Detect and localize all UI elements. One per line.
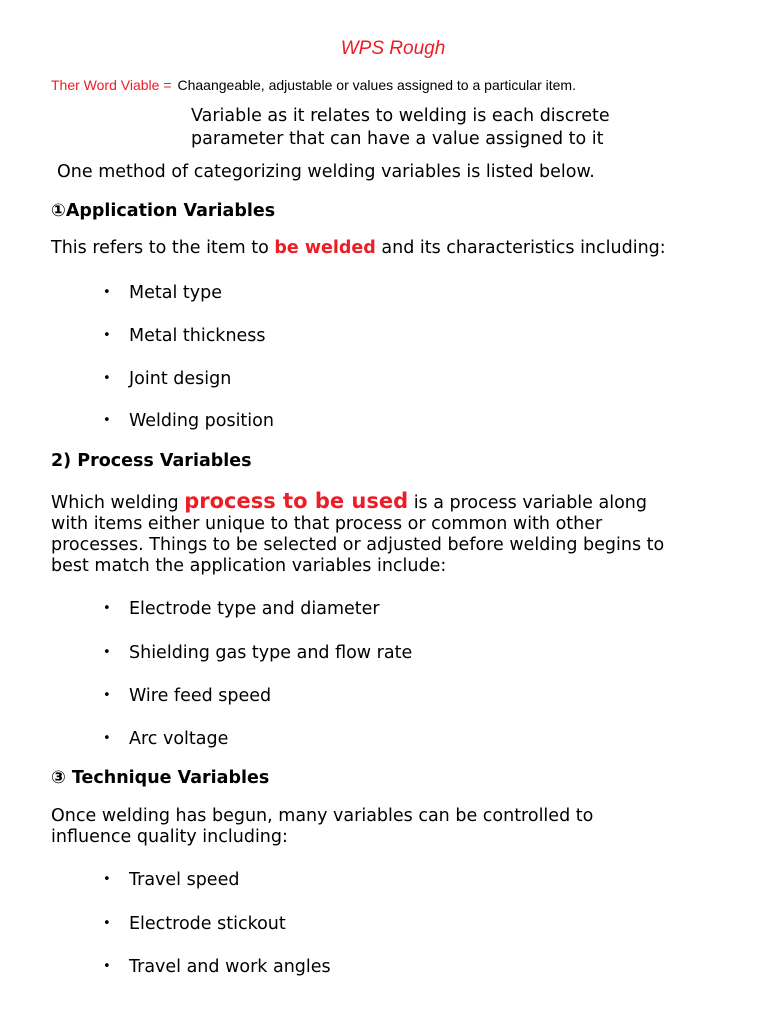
section-heading-technique: ③ Technique Variables	[51, 768, 270, 788]
application-description	[51, 238, 666, 258]
bullet-icon: •	[103, 645, 111, 660]
process-description-line1	[51, 488, 647, 516]
list-item-label: Shielding gas type and flow rate	[129, 643, 413, 663]
section-heading-application: ①Application Variables	[51, 201, 276, 221]
list-item-label: Travel speed	[129, 870, 240, 890]
list-item-label: Travel and work angles	[129, 957, 331, 977]
process-text-after: is a process variable along	[408, 493, 647, 513]
bullet-icon: •	[103, 959, 111, 974]
application-highlight: be welded	[274, 238, 376, 258]
bullet-icon: •	[103, 872, 111, 887]
intro-text: One method of categorizing welding variables is listed below.	[57, 162, 595, 182]
list-item-label: Joint design	[129, 369, 232, 389]
bullet-icon: •	[103, 328, 111, 343]
document-title: WPS Rough	[340, 38, 446, 59]
bullet-icon: •	[103, 285, 111, 300]
bullet-icon: •	[103, 731, 111, 746]
list-item-label: Welding position	[129, 411, 274, 431]
definition-line	[51, 77, 576, 93]
list-item-label: Arc voltage	[129, 729, 229, 749]
list-item-label: Electrode stickout	[129, 914, 286, 934]
bullet-icon: •	[103, 688, 111, 703]
list-item-label: Electrode type and diameter	[129, 599, 380, 619]
process-description-line: processes. Things to be selected or adjusted before welding begins to	[51, 535, 665, 555]
list-item-label: Wire feed speed	[129, 686, 272, 706]
definition-term: Ther Word Viable =	[51, 77, 172, 93]
process-description-line: best match the application variables include:	[51, 556, 447, 576]
bullet-icon: •	[103, 371, 111, 386]
welding-meaning-line: Variable as it relates to welding is each discrete	[191, 106, 610, 126]
bullet-icon: •	[103, 601, 111, 616]
section-heading-process: 2) Process Variables	[51, 451, 252, 471]
application-text-before: This refers to the item to	[51, 238, 275, 258]
welding-meaning-line: parameter that can have a value assigned to it	[191, 129, 604, 149]
definition-text: Chaangeable, adjustable or values assigned to a particular item.	[177, 77, 576, 93]
list-item-label: Metal thickness	[129, 326, 266, 346]
bullet-icon: •	[103, 413, 111, 428]
bullet-icon: •	[103, 916, 111, 931]
process-highlight: process to be used	[184, 489, 409, 513]
application-text-after: and its characteristics including:	[375, 238, 666, 258]
process-text-before: Which welding	[51, 493, 185, 513]
list-item-label: Metal type	[129, 283, 222, 303]
process-description-line: with items either unique to that process or common with other	[51, 514, 603, 534]
welding-meaning	[191, 105, 610, 151]
technique-description-line: Once welding has begun, many variables can be controlled to	[51, 806, 594, 826]
technique-description-line: influence quality including:	[51, 827, 288, 847]
